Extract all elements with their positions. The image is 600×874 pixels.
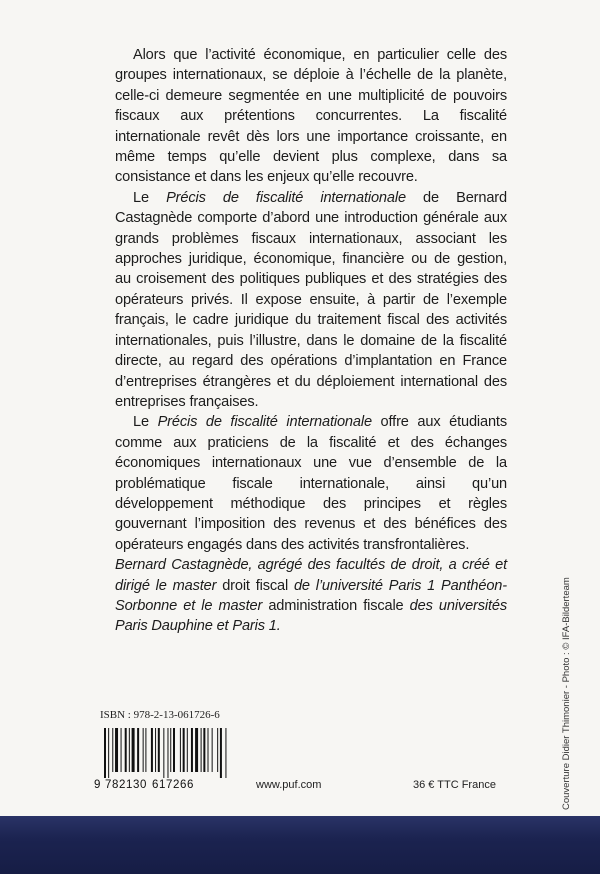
barcode-bar (212, 728, 213, 772)
barcode-bar (158, 728, 160, 772)
barcode-bar (167, 728, 168, 778)
degree-name: droit fiscal (222, 577, 289, 594)
barcode-bar (121, 728, 122, 772)
author-bio-part: de l’université Paris 1 Panthéon-Sorbonne et le master (115, 577, 507, 614)
barcode-bar (203, 728, 205, 772)
paragraph-content-body: de Bernard Castagnède comporte d’abord une introduction générale aux grands problèmes fiscaux internationaux, associant les approches juridique, économique, financière ou de gestion, au croisement des politiques publiques et des stratégies des opérateurs privés. Il expose ensuite, à partir de l’exemple français, le cadre juridique du traitement fiscal des activités internationales, puis l’illustre, dans le domaine de la fiscalité directe, au regard des opérations d’implantation en France d’entreprises étrangères et du déploiement international des entreprises françaises. (115, 189, 507, 410)
book-title-ref: Précis de fiscalité internationale (157, 414, 372, 431)
isbn-label: ISBN : 978-2-13-061726-6 (100, 709, 220, 721)
price-label: 36 € TTC France (413, 779, 496, 791)
barcode-bar (129, 728, 130, 772)
author-bio (115, 555, 507, 637)
publisher-website: www.puf.com (256, 779, 322, 791)
barcode-bar (151, 728, 153, 772)
barcode-bar (220, 728, 222, 778)
barcode-bar (170, 728, 171, 772)
barcode-graphic (104, 728, 228, 778)
barcode-group-2: 617266 (151, 779, 194, 791)
barcode-bar (108, 728, 109, 778)
barcode-bar (183, 728, 185, 772)
barcode-bar (195, 728, 198, 772)
paragraph-content-lead: Le (133, 189, 167, 206)
barcode-bar (125, 728, 127, 772)
barcode-lead-digit: 9 (94, 779, 101, 791)
barcode-number (94, 779, 234, 791)
barcode-bar (180, 728, 181, 772)
back-cover-text (115, 45, 507, 637)
barcode-bar (112, 728, 113, 772)
paragraph-audience (115, 412, 507, 555)
paragraph-audience-body: offre aux étudiants comme aux praticiens de la fiscalité et des échanges économiques internationaux une vue d’ensemble de la problématique fiscale internationale, ainsi qu’un développement méthodique des principes et règles gouvernant l’imposition des revenus et des bénéfices des opérateurs engagés dans des activités transfrontalières. (115, 414, 507, 553)
barcode-bar (104, 728, 106, 778)
barcode-bar (155, 728, 156, 772)
barcode-bar (132, 728, 135, 772)
barcode-bar (163, 728, 164, 778)
author-bio-part: des universités Paris Dauphine et Paris 1. (115, 597, 508, 635)
barcode-bar (208, 728, 209, 772)
paragraph-content (115, 188, 507, 412)
paragraph-audience-lead: Le (133, 414, 158, 431)
barcode-bar (173, 728, 175, 772)
barcode-group-1: 782130 (105, 779, 147, 791)
band-shade (0, 816, 600, 874)
barcode-bar (187, 728, 188, 772)
paragraph-intro: Alors que l’activité économique, en particulier celle des groupes internationaux, se déploie à l’échelle de la planète, celle-ci demeure segmentée en une multiplicité de pouvoirs fiscaux aux prétentions concurrentes. La fiscalité internationale revêt dès lors une importance croissante, en même temps qu’elle devient plus complexe, dans sa consistance et dans les enjeux qu’elle recouvre. (115, 47, 507, 186)
author-bio-part: Bernard Castagnède, agrégé des facultés de droit, a créé et dirigé le master (115, 557, 507, 594)
barcode-bar (137, 728, 139, 772)
barcode-bar (201, 728, 202, 772)
book-title-ref: Précis de fiscalité internationale (166, 189, 406, 206)
barcode-bar (225, 728, 226, 778)
barcode-bar (143, 728, 144, 772)
cover-credit: Couverture Didier Thimonier - Photo : © IFA-Bilderteam (561, 577, 572, 810)
barcode-bar (145, 728, 146, 772)
barcode-bar (191, 728, 193, 772)
cover-credit-container (560, 520, 576, 812)
barcode-bar (217, 728, 218, 772)
bottom-color-band (0, 816, 600, 874)
degree-name: administration fiscale (268, 597, 404, 614)
barcode-bar (115, 728, 118, 772)
